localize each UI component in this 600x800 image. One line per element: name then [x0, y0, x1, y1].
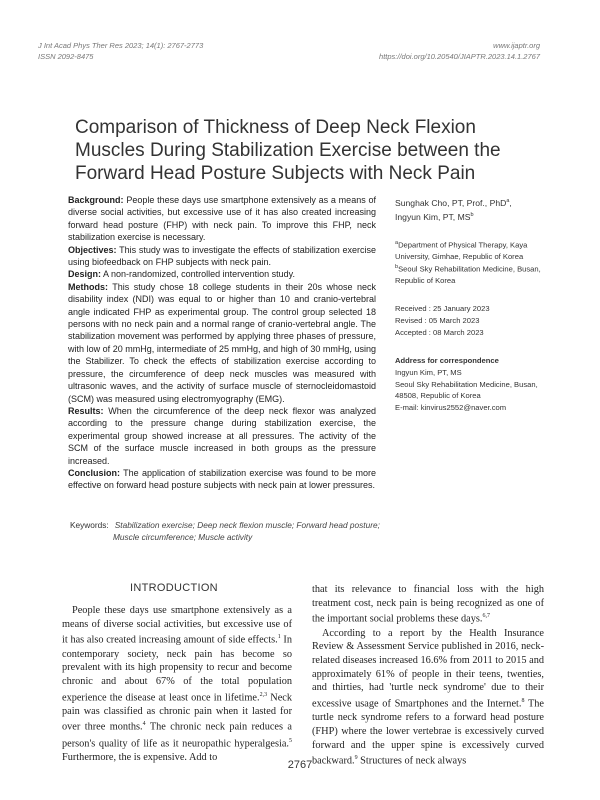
abstract-design: [68, 268, 376, 280]
background-text: People these days use smartphone extensively as a means of diverse social activities, but excessive use of it has also created increasing forward head posture (FHP) with neck pain. To improve this FHP, neck stabilization exercise is necessary.: [68, 195, 376, 243]
author-list: [395, 195, 545, 223]
abstract: [68, 194, 376, 492]
keywords-line-2: Muscle circumference; Muscle activity: [113, 532, 253, 542]
introduction-column-2: [312, 583, 544, 768]
author-2: Ingyun Kim, PT, $MS^b$: [395, 211, 474, 222]
doi-link[interactable]: https://doi.org/10.20540/JIAPTR.2023.14.1.2767: [379, 52, 540, 61]
article-dates: [395, 303, 545, 339]
accepted-date: Accepted : 08 March 2023: [395, 327, 484, 337]
journal-links: [379, 40, 540, 62]
design-label: Design:: [68, 269, 102, 280]
introduction-paragraph-2: that its relevance to financial loss with the high treatment cost, neck pain is being recognized as one of the important social problems these days.$^{6,7}$: [312, 584, 544, 625]
correspondence: [395, 355, 545, 414]
objectives-label: Objectives:: [68, 244, 117, 255]
results-text: When the circumference of the deep neck flexor was analyzed according to the pressure change during stabilization exercise, the experimental group showed increase at all pressures. The activity of the SCM of the surface muscle increased in both groups as the pressure increased.: [68, 405, 376, 466]
issn: ISSN 2092-8475: [38, 52, 94, 61]
author-1: Sunghak Cho, PT, Prof., PhD$^a$,: [395, 197, 512, 208]
conclusion-label: Conclusion:: [68, 467, 120, 478]
abstract-methods: [68, 281, 376, 405]
conclusion-text: The application of stabilization exercise was found to be more effective on forward head posture subjects with neck pain at lower pressures.: [68, 467, 376, 491]
keywords-label: Keywords:: [70, 520, 109, 530]
correspondence-heading: Address for correspondence: [395, 355, 499, 365]
article-info: [395, 195, 545, 413]
affiliation-a: $^a$Department of Physical Therapy, Kaya University, Gimhae, Republic of Korea: [395, 239, 528, 261]
background-label: Background:: [68, 195, 124, 205]
journal-reference: J Int Acad Phys Ther Res 2023; 14(1): 2767-2773: [38, 41, 204, 50]
keywords: [70, 519, 550, 543]
keywords-line-1: Keywords: Stabilization exercise; Deep neck flexion muscle; Forward head posture;: [70, 520, 380, 530]
results-label: Results:: [68, 405, 104, 416]
design-text: A non-randomized, controlled intervention study.: [103, 269, 295, 280]
revised-date: Revised : 05 March 2023: [395, 315, 480, 325]
journal-url[interactable]: www.ijaptr.org: [493, 41, 540, 50]
affiliations: [395, 238, 545, 287]
correspondence-address: Seoul Sky Rehabilitation Medicine, Busan, 48508, Republic of Korea: [395, 379, 538, 401]
objectives-text: This study was to investigate the effects of stabilization exercise using biofeedback on FHP subjects with neck pain.: [68, 244, 376, 268]
introduction-paragraph-3: According to a report by the Health Insurance Review & Assessment Service published in 2016, neck-related diseases increased 16.6% from 2011 to 2015 and approximately 61% of people in their teens, twenties, and thirties, had 'turtle neck syndrome' due to their excessive usage of Smartphones and the Internet.$^8$ The turtle neck syndrome refers to a forward head posture (FHP) where the lower vertebrae is excessively curved forward and the upper spine is excessively curved backward.$^9$ Structures of neck always: [312, 627, 544, 767]
introduction-paragraph-1: People these days use smartphone extensively as a means of diverse social activities, but excessive use of it has also created increasing amount of side effects.$^1$ In contemporary society, neck pain has become so prevalent with its high propensity to recur and become chronic and about 67% of the total population experience the disease at least once in lifetime.$^{2,3}$ Neck pain was classified as chronic pain when it lasted for over three months.$^4$ The chronic neck pain reduces a person's quality of life as it neuropathic hyperalgesia.$^5$ Furthermore, the is expensive. Add to: [62, 605, 292, 763]
paper-title: Comparison of Thickness of Deep Neck Flexion Muscles During Stabilization Exercise between the Forward Head Posture Subjects with Neck Pain: [75, 117, 501, 184]
abstract-objectives: [68, 244, 376, 269]
introduction-heading: INTRODUCTION: [130, 582, 218, 594]
correspondence-name: Ingyun Kim, PT, MS: [395, 368, 462, 378]
abstract-results: [68, 405, 376, 467]
received-date: Received : 25 January 2023: [395, 303, 490, 313]
abstract-conclusion: [68, 467, 376, 492]
methods-label: Methods:: [68, 281, 108, 292]
journal-citation: [38, 40, 203, 62]
correspondence-email[interactable]: E-mail: kinvirus2552@naver.com: [395, 402, 507, 412]
affiliation-b: $^b$Seoul Sky Rehabilitation Medicine, Busan, Republic of Korea: [395, 264, 541, 286]
page-number: 2767: [287, 759, 313, 771]
abstract-background: [68, 194, 376, 244]
methods-text: This study chose 18 college students in their 20s whose neck disability index (NDI) was equal to or higher than 10 and cranio-vertebral angle indicated FHP as experimental group. The control group selected 18 persons with no neck pain and a normal range of cranio-vertebral angle. The stabilization movement was performed by applying three phases of pressure, with low of 20 mmHg, intermediate of 25 mmHg, and high of 30 mmHg, using the Stabilizer. To check the effects of stabilization exercise according to pressure, the circumference of deep neck muscles was measured with ultrasonic waves, and the activity of surface muscle of sternocleidomastoid (SCM) was measured using electromyography (EMG).: [68, 281, 376, 404]
